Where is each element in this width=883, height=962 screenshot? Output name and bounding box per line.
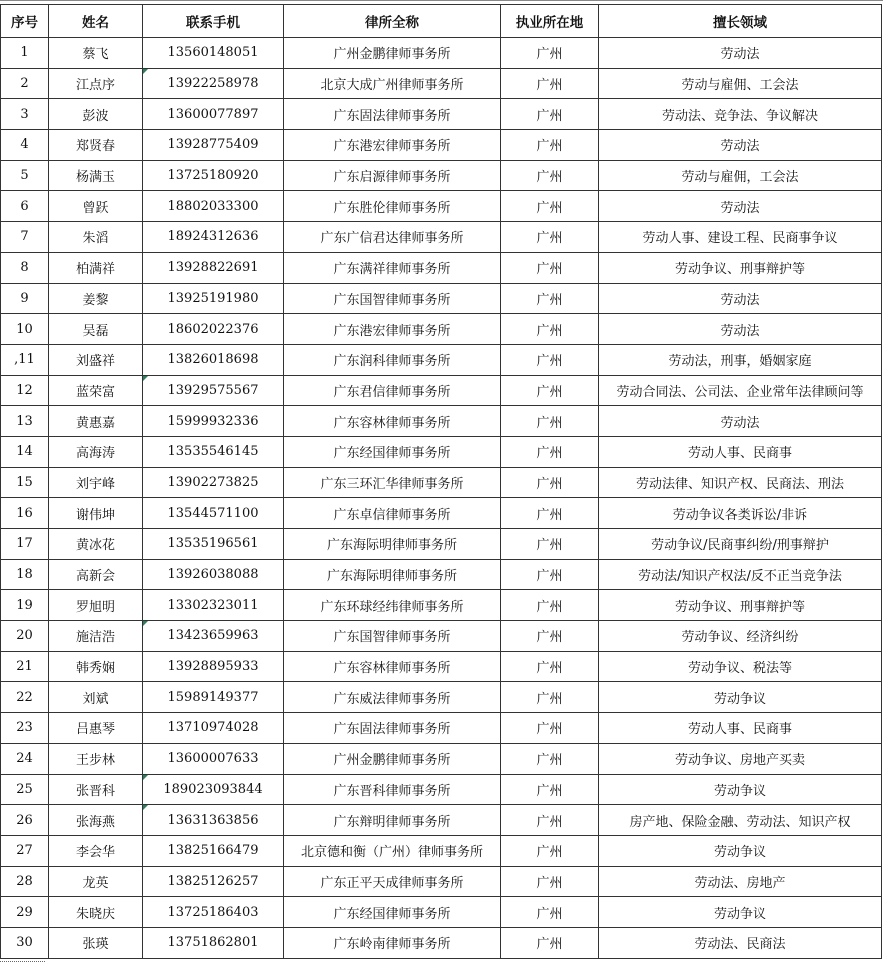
table-body <box>1 38 882 959</box>
cell-location[interactable]: 广州 <box>501 68 599 99</box>
cell-index[interactable]: ,11 <box>1 344 49 375</box>
cell-firm[interactable]: 广州金鹏律师事务所 <box>284 38 501 69</box>
cell-name[interactable]: 黄惠嘉 <box>49 406 143 437</box>
header-phone[interactable]: 联系手机 <box>143 5 284 38</box>
cell-index[interactable]: 10 <box>1 314 49 345</box>
table-row <box>1 682 882 713</box>
cell-index[interactable]: 24 <box>1 743 49 774</box>
cell-index[interactable]: 2 <box>1 68 49 99</box>
cell-name[interactable]: 刘宇峰 <box>49 467 143 498</box>
cell-name[interactable]: 韩秀娴 <box>49 651 143 682</box>
cell-phone[interactable]: 13751862801 <box>143 927 284 958</box>
cell-firm[interactable]: 广东晋科律师事务所 <box>284 774 501 805</box>
cell-phone[interactable]: 13928822691 <box>143 252 284 283</box>
cell-phone[interactable]: 13826018698 <box>143 344 284 375</box>
cell-phone[interactable]: 189023093844 <box>143 774 284 805</box>
cell-specialty[interactable]: 劳动法 <box>599 406 882 437</box>
cell-firm[interactable]: 广东润科律师事务所 <box>284 344 501 375</box>
cell-name[interactable]: 朱晓庆 <box>49 897 143 928</box>
cell-name[interactable]: 杨满玉 <box>49 160 143 191</box>
cell-specialty[interactable]: 劳动合同法、公司法、企业常年法律顾问等 <box>599 375 882 406</box>
cell-phone[interactable]: 13929575567 <box>143 375 284 406</box>
cell-specialty[interactable]: 劳动法、民商法 <box>599 927 882 958</box>
cell-location[interactable]: 广州 <box>501 713 599 744</box>
table-row <box>1 99 882 130</box>
cell-index[interactable]: 16 <box>1 498 49 529</box>
header-name[interactable]: 姓名 <box>49 5 143 38</box>
cell-specialty[interactable]: 劳动法 <box>599 38 882 69</box>
table-row <box>1 713 882 744</box>
cell-phone[interactable]: 13922258978 <box>143 68 284 99</box>
table-row <box>1 774 882 805</box>
table-row <box>1 344 882 375</box>
cell-specialty[interactable]: 劳动法，刑事，婚姻家庭 <box>599 344 882 375</box>
header-specialty[interactable]: 擅长领域 <box>599 5 882 38</box>
cell-firm[interactable]: 广东卓信律师事务所 <box>284 498 501 529</box>
cell-specialty[interactable]: 劳动争议各类诉讼/非诉 <box>599 498 882 529</box>
header-index[interactable]: 序号 <box>1 5 49 38</box>
table-row <box>1 529 882 560</box>
cell-index[interactable]: 27 <box>1 835 49 866</box>
cell-index[interactable]: 8 <box>1 252 49 283</box>
cell-phone[interactable]: 18924312636 <box>143 222 284 253</box>
cell-specialty[interactable]: 劳动法 <box>599 314 882 345</box>
cell-name[interactable]: 施洁浩 <box>49 621 143 652</box>
cell-firm[interactable]: 广东容林律师事务所 <box>284 651 501 682</box>
header-row <box>1 5 882 38</box>
cell-location[interactable]: 广州 <box>501 682 599 713</box>
table-header <box>1 5 882 38</box>
cell-location[interactable]: 广州 <box>501 375 599 406</box>
cell-phone[interactable]: 15999932336 <box>143 406 284 437</box>
cell-name[interactable]: 吕惠琴 <box>49 713 143 744</box>
cell-phone[interactable]: 13302323011 <box>143 590 284 621</box>
cell-phone[interactable]: 13544571100 <box>143 498 284 529</box>
cell-index[interactable]: 5 <box>1 160 49 191</box>
table-row <box>1 835 882 866</box>
cell-phone[interactable]: 13535546145 <box>143 436 284 467</box>
cell-specialty[interactable]: 劳动争议、刑事辩护等 <box>599 252 882 283</box>
cell-name[interactable]: 高海涛 <box>49 436 143 467</box>
cell-location[interactable]: 广州 <box>501 866 599 897</box>
cell-phone[interactable]: 18602022376 <box>143 314 284 345</box>
cell-phone[interactable]: 13925191980 <box>143 283 284 314</box>
cell-index[interactable]: 7 <box>1 222 49 253</box>
cell-specialty[interactable]: 劳动争议 <box>599 897 882 928</box>
cell-name[interactable]: 刘斌 <box>49 682 143 713</box>
cell-index[interactable]: 9 <box>1 283 49 314</box>
table-row <box>1 927 882 958</box>
table-row <box>1 406 882 437</box>
cell-location[interactable]: 广州 <box>501 38 599 69</box>
cell-specialty[interactable]: 劳动人事、民商事 <box>599 713 882 744</box>
cell-firm[interactable]: 广东君信律师事务所 <box>284 375 501 406</box>
cell-specialty[interactable]: 劳动法、房地产 <box>599 866 882 897</box>
cell-name[interactable]: 姜黎 <box>49 283 143 314</box>
cell-phone[interactable]: 13725180920 <box>143 160 284 191</box>
cell-name[interactable]: 彭波 <box>49 99 143 130</box>
cell-index[interactable]: 14 <box>1 436 49 467</box>
cell-location[interactable]: 广州 <box>501 283 599 314</box>
cell-location[interactable]: 广州 <box>501 590 599 621</box>
table-row <box>1 222 882 253</box>
cell-location[interactable]: 广州 <box>501 406 599 437</box>
cell-specialty[interactable]: 劳动争议、经济纠纷 <box>599 621 882 652</box>
cell-name[interactable]: 张晋科 <box>49 774 143 805</box>
cell-index[interactable]: 29 <box>1 897 49 928</box>
lawyer-directory-table <box>0 4 882 959</box>
cell-location[interactable]: 广州 <box>501 498 599 529</box>
table-row <box>1 436 882 467</box>
cell-location[interactable]: 广州 <box>501 99 599 130</box>
table-row <box>1 38 882 69</box>
cell-firm[interactable]: 广东广信君达律师事务所 <box>284 222 501 253</box>
cell-name[interactable]: 龙英 <box>49 866 143 897</box>
cell-index[interactable]: 6 <box>1 191 49 222</box>
table-row <box>1 252 882 283</box>
cell-phone[interactable]: 13710974028 <box>143 713 284 744</box>
table-row <box>1 590 882 621</box>
cell-location[interactable]: 广州 <box>501 743 599 774</box>
cell-name[interactable]: 吴磊 <box>49 314 143 345</box>
cell-phone[interactable]: 13535196561 <box>143 529 284 560</box>
cell-phone[interactable]: 13560148051 <box>143 38 284 69</box>
cell-name[interactable]: 高新会 <box>49 559 143 590</box>
cell-location[interactable]: 广州 <box>501 621 599 652</box>
cell-phone[interactable]: 13926038088 <box>143 559 284 590</box>
cell-specialty[interactable]: 劳动法、竞争法、争议解决 <box>599 99 882 130</box>
table-row <box>1 160 882 191</box>
cell-phone[interactable]: 13631363856 <box>143 805 284 836</box>
cell-index[interactable]: 15 <box>1 467 49 498</box>
table-row <box>1 68 882 99</box>
cell-index[interactable]: 17 <box>1 529 49 560</box>
cell-firm[interactable]: 广东固法律师事务所 <box>284 713 501 744</box>
cell-firm[interactable]: 广东经国律师事务所 <box>284 436 501 467</box>
cell-firm[interactable]: 广东胜伦律师事务所 <box>284 191 501 222</box>
cell-name[interactable]: 罗旭明 <box>49 590 143 621</box>
table-row <box>1 897 882 928</box>
cell-location[interactable]: 广州 <box>501 252 599 283</box>
cell-firm[interactable]: 广东正平天成律师事务所 <box>284 866 501 897</box>
cell-phone[interactable]: 13725186403 <box>143 897 284 928</box>
cell-location[interactable]: 广州 <box>501 130 599 161</box>
header-location[interactable]: 执业所在地 <box>501 5 599 38</box>
cell-index[interactable]: 19 <box>1 590 49 621</box>
cell-location[interactable]: 广州 <box>501 559 599 590</box>
cell-name[interactable]: 王步林 <box>49 743 143 774</box>
cell-phone[interactable]: 13825126257 <box>143 866 284 897</box>
cell-firm[interactable]: 广东辩明律师事务所 <box>284 805 501 836</box>
cell-specialty[interactable]: 劳动人事、民商事 <box>599 436 882 467</box>
cell-index[interactable]: 18 <box>1 559 49 590</box>
cell-phone[interactable]: 13600007633 <box>143 743 284 774</box>
cell-name[interactable]: 李会华 <box>49 835 143 866</box>
cell-firm[interactable]: 广东海际明律师事务所 <box>284 559 501 590</box>
cell-phone[interactable]: 13928895933 <box>143 651 284 682</box>
cell-location[interactable]: 广州 <box>501 805 599 836</box>
cell-phone[interactable]: 18802033300 <box>143 191 284 222</box>
table-row <box>1 375 882 406</box>
cell-firm[interactable]: 广东港宏律师事务所 <box>284 130 501 161</box>
cell-specialty[interactable]: 劳动争议/民商事纠纷/刑事辩护 <box>599 529 882 560</box>
cell-location[interactable]: 广州 <box>501 436 599 467</box>
cell-name[interactable]: 郑贤春 <box>49 130 143 161</box>
cell-firm[interactable]: 广东岭南律师事务所 <box>284 927 501 958</box>
cell-name[interactable]: 张海燕 <box>49 805 143 836</box>
table-row <box>1 621 882 652</box>
cell-firm[interactable]: 广州金鹏律师事务所 <box>284 743 501 774</box>
cell-firm[interactable]: 广东经国律师事务所 <box>284 897 501 928</box>
cell-specialty[interactable]: 劳动争议、房地产买卖 <box>599 743 882 774</box>
cell-location[interactable]: 广州 <box>501 529 599 560</box>
table-row <box>1 743 882 774</box>
cell-specialty[interactable]: 房产地、保险金融、劳动法、知识产权 <box>599 805 882 836</box>
cell-firm[interactable]: 广东国智律师事务所 <box>284 621 501 652</box>
table-row <box>1 805 882 836</box>
cell-location[interactable]: 广州 <box>501 897 599 928</box>
cell-location[interactable]: 广州 <box>501 344 599 375</box>
table-row <box>1 467 882 498</box>
cell-firm[interactable]: 广东环球经纬律师事务所 <box>284 590 501 621</box>
cell-firm[interactable]: 广东港宏律师事务所 <box>284 314 501 345</box>
table-row <box>1 498 882 529</box>
cell-index[interactable]: 4 <box>1 130 49 161</box>
cell-index[interactable]: 30 <box>1 927 49 958</box>
cell-location[interactable]: 广州 <box>501 651 599 682</box>
table-row <box>1 191 882 222</box>
cell-specialty[interactable]: 劳动争议 <box>599 682 882 713</box>
cell-index[interactable]: 25 <box>1 774 49 805</box>
cell-specialty[interactable]: 劳动争议、税法等 <box>599 651 882 682</box>
table-row <box>1 283 882 314</box>
cell-firm[interactable]: 广东三环汇华律师事务所 <box>284 467 501 498</box>
cell-firm[interactable]: 广东固法律师事务所 <box>284 99 501 130</box>
cell-specialty[interactable]: 劳动争议 <box>599 835 882 866</box>
cell-firm[interactable]: 广东满祥律师事务所 <box>284 252 501 283</box>
cell-phone[interactable]: 13600077897 <box>143 99 284 130</box>
cell-index[interactable]: 21 <box>1 651 49 682</box>
cell-index[interactable]: 22 <box>1 682 49 713</box>
cell-name[interactable]: 谢伟坤 <box>49 498 143 529</box>
table-row <box>1 130 882 161</box>
cell-location[interactable]: 广州 <box>501 927 599 958</box>
cell-index[interactable]: 3 <box>1 99 49 130</box>
cell-location[interactable]: 广州 <box>501 467 599 498</box>
cell-specialty[interactable]: 劳动争议、刑事辩护等 <box>599 590 882 621</box>
cell-name[interactable]: 曾跃 <box>49 191 143 222</box>
cell-firm[interactable]: 北京大成广州律师事务所 <box>284 68 501 99</box>
table-row <box>1 866 882 897</box>
cell-specialty[interactable]: 劳动法 <box>599 283 882 314</box>
cell-specialty[interactable]: 劳动法/知识产权法/反不正当竞争法 <box>599 559 882 590</box>
cell-specialty[interactable]: 劳动法律、知识产权、民商法、刑法 <box>599 467 882 498</box>
cell-phone[interactable]: 13423659963 <box>143 621 284 652</box>
cell-phone[interactable]: 15989149377 <box>143 682 284 713</box>
cell-index[interactable]: 20 <box>1 621 49 652</box>
cell-firm[interactable]: 广东海际明律师事务所 <box>284 529 501 560</box>
cell-index[interactable]: 26 <box>1 805 49 836</box>
cell-location[interactable]: 广州 <box>501 835 599 866</box>
cell-name[interactable]: 张瑛 <box>49 927 143 958</box>
cell-name[interactable]: 柏满祥 <box>49 252 143 283</box>
cell-specialty[interactable]: 劳动争议 <box>599 774 882 805</box>
cell-location[interactable]: 广州 <box>501 314 599 345</box>
cell-specialty[interactable]: 劳动法 <box>599 130 882 161</box>
cell-name[interactable]: 朱滔 <box>49 222 143 253</box>
cell-firm[interactable]: 北京德和衡（广州）律师事务所 <box>284 835 501 866</box>
table-row <box>1 314 882 345</box>
cell-phone[interactable]: 13928775409 <box>143 130 284 161</box>
cell-name[interactable]: 黄冰花 <box>49 529 143 560</box>
cell-phone[interactable]: 13902273825 <box>143 467 284 498</box>
cell-specialty[interactable]: 劳动与雇佣、工会法 <box>599 68 882 99</box>
cell-specialty[interactable]: 劳动与雇佣，工会法 <box>599 160 882 191</box>
cell-location[interactable]: 广州 <box>501 191 599 222</box>
cell-name[interactable]: 刘盛祥 <box>49 344 143 375</box>
cell-name[interactable]: 蔡飞 <box>49 38 143 69</box>
cell-firm[interactable]: 广东威法律师事务所 <box>284 682 501 713</box>
cell-location[interactable]: 广州 <box>501 222 599 253</box>
cell-index[interactable]: 12 <box>1 375 49 406</box>
cell-name[interactable]: 蓝荣富 <box>49 375 143 406</box>
cell-firm[interactable]: 广东国智律师事务所 <box>284 283 501 314</box>
cell-specialty[interactable]: 劳动人事、建设工程、民商事争议 <box>599 222 882 253</box>
cell-index[interactable]: 13 <box>1 406 49 437</box>
table-row <box>1 559 882 590</box>
cell-name[interactable]: 江点序 <box>49 68 143 99</box>
cell-index[interactable]: 23 <box>1 713 49 744</box>
cell-index[interactable]: 28 <box>1 866 49 897</box>
cell-index[interactable]: 1 <box>1 38 49 69</box>
cell-firm[interactable]: 广东启源律师事务所 <box>284 160 501 191</box>
cell-location[interactable]: 广州 <box>501 160 599 191</box>
cell-location[interactable]: 广州 <box>501 774 599 805</box>
table-row <box>1 651 882 682</box>
cell-phone[interactable]: 13825166479 <box>143 835 284 866</box>
cell-specialty[interactable]: 劳动法 <box>599 191 882 222</box>
header-firm[interactable]: 律所全称 <box>284 5 501 38</box>
cell-firm[interactable]: 广东容林律师事务所 <box>284 406 501 437</box>
